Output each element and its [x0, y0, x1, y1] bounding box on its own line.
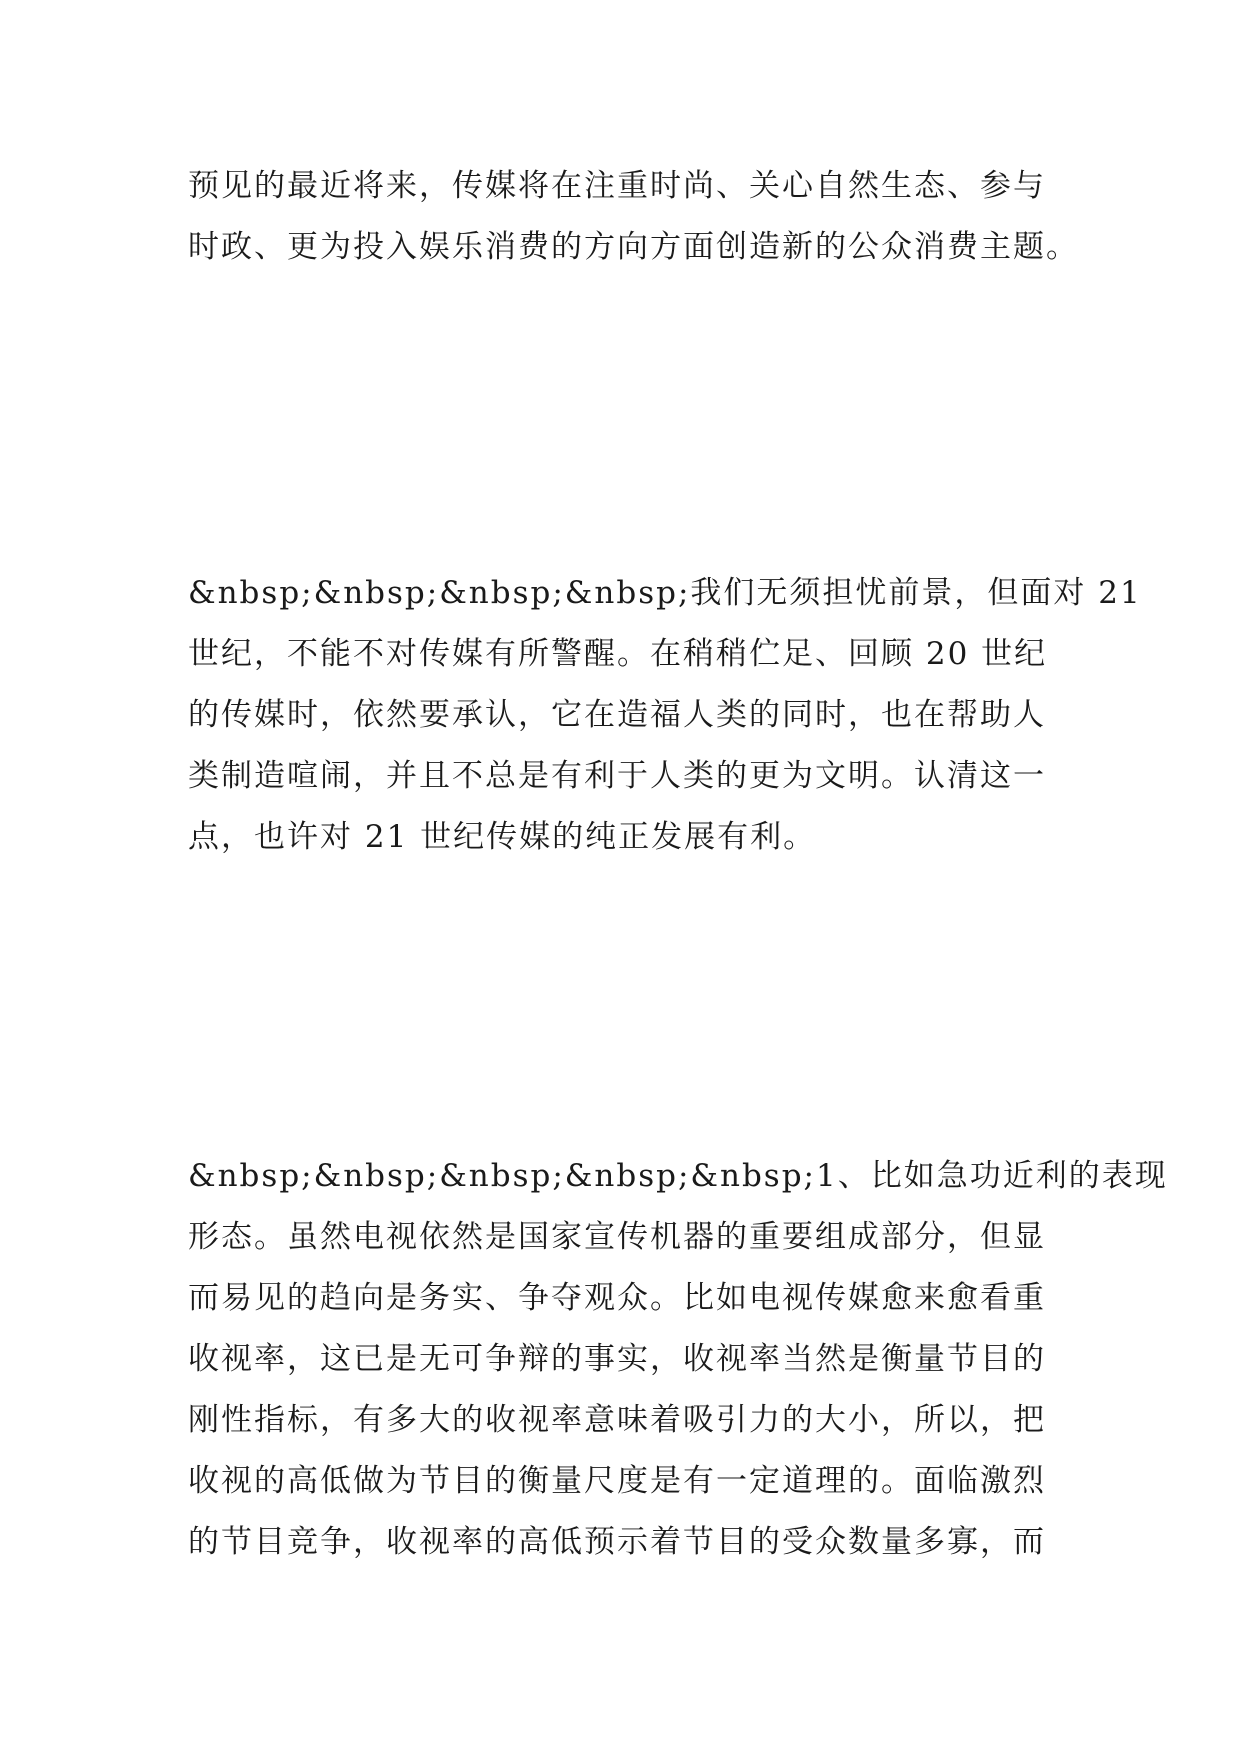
- paragraph-ratings-pursuit: [188, 1146, 1168, 1573]
- text-line: 点，也许对 21 世纪传媒的纯正发展有利。: [188, 819, 817, 855]
- paragraph-media-future: [188, 156, 1088, 278]
- text-line: 收视的高低做为节目的衡量尺度是有一定道理的。面临激烈: [188, 1463, 1046, 1499]
- text-line: 的节目竞争，收视率的高低预示着节目的受众数量多寡，而: [188, 1524, 1046, 1560]
- text-line: 时政、更为投入娱乐消费的方向方面创造新的公众消费主题。: [188, 229, 1079, 265]
- text-line: 类制造喧闹，并且不总是有利于人类的更为文明。认清这一: [188, 758, 1046, 794]
- text-line: 收视率，这已是无可争辩的事实，收视率当然是衡量节目的: [188, 1341, 1046, 1377]
- text-line: 的传媒时，依然要承认，它在造福人类的同时，也在帮助人: [188, 697, 1046, 733]
- paragraph-21st-century-caution: [188, 563, 1142, 868]
- text-line: &nbsp;&nbsp;&nbsp;&nbsp;我们无须担忧前景，但面对 21: [188, 575, 1142, 611]
- text-line: 而易见的趋向是务实、争夺观众。比如电视传媒愈来愈看重: [188, 1280, 1046, 1316]
- text-line: &nbsp;&nbsp;&nbsp;&nbsp;&nbsp;1、比如急功近利的表现: [188, 1158, 1168, 1194]
- text-line: 刚性指标，有多大的收视率意味着吸引力的大小，所以，把: [188, 1402, 1046, 1438]
- text-line: 形态。虽然电视依然是国家宣传机器的重要组成部分，但显: [188, 1219, 1046, 1255]
- text-line: 预见的最近将来，传媒将在注重时尚、关心自然生态、参与: [188, 168, 1046, 204]
- text-line: 世纪，不能不对传媒有所警醒。在稍稍伫足、回顾 20 世纪: [188, 636, 1048, 672]
